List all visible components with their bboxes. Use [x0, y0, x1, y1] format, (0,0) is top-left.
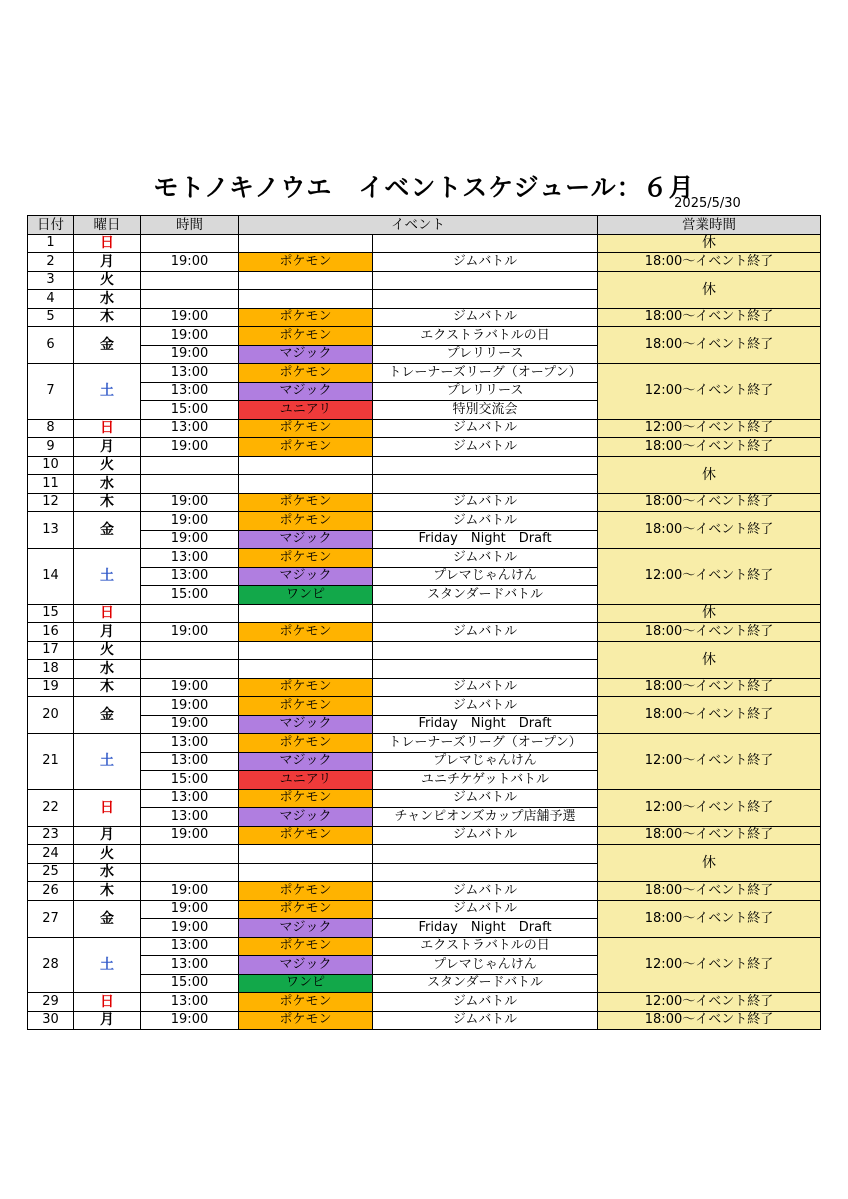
game-badge: ポケモン [239, 549, 373, 568]
table-row [28, 789, 821, 808]
time-cell: 19:00 [141, 493, 239, 512]
day-cell: 1 [28, 234, 74, 253]
weekday-cell: 金 [74, 512, 141, 549]
hours-cell: 18:00～イベント終了 [598, 327, 821, 364]
weekday-cell: 土 [74, 549, 141, 605]
time-cell: 19:00 [141, 512, 239, 531]
game-badge: マジック [239, 382, 373, 401]
event-name-cell: ジムバトル [373, 253, 598, 272]
game-badge: ポケモン [239, 438, 373, 457]
page-title: モトノキノウエ イベントスケジュール：６月 [153, 173, 695, 202]
day-cell: 3 [28, 271, 74, 290]
game-badge: ポケモン [239, 364, 373, 383]
time-cell [141, 475, 239, 494]
time-cell [141, 641, 239, 660]
time-cell [141, 234, 239, 253]
day-cell: 15 [28, 604, 74, 623]
day-cell: 19 [28, 678, 74, 697]
day-cell: 9 [28, 438, 74, 457]
day-cell: 22 [28, 789, 74, 826]
day-cell: 16 [28, 623, 74, 642]
table-row [28, 678, 821, 697]
weekday-cell: 日 [74, 604, 141, 623]
event-name-cell: プレマじゃんけん [373, 567, 598, 586]
event-name-cell: ジムバトル [373, 493, 598, 512]
day-cell: 26 [28, 882, 74, 901]
event-name-cell: ジムバトル [373, 623, 598, 642]
updated-date: 2025/5/30 [674, 196, 741, 211]
weekday-cell: 水 [74, 475, 141, 494]
game-badge: ユニアリ [239, 771, 373, 790]
hours-cell: 休 [598, 271, 821, 308]
time-cell: 19:00 [141, 253, 239, 272]
hours-cell: 休 [598, 641, 821, 678]
event-name-cell: ジムバトル [373, 308, 598, 327]
time-cell [141, 604, 239, 623]
weekday-cell: 金 [74, 900, 141, 937]
game-cell [239, 845, 373, 864]
time-cell: 19:00 [141, 678, 239, 697]
time-cell: 15:00 [141, 401, 239, 420]
game-badge: マジック [239, 567, 373, 586]
game-badge: マジック [239, 956, 373, 975]
event-cell [373, 271, 598, 290]
hours-cell: 12:00～イベント終了 [598, 549, 821, 605]
weekday-cell: 月 [74, 1011, 141, 1030]
game-badge: ユニアリ [239, 401, 373, 420]
weekday-cell: 火 [74, 271, 141, 290]
day-cell: 25 [28, 863, 74, 882]
game-badge: マジック [239, 345, 373, 364]
hours-cell: 18:00～イベント終了 [598, 826, 821, 845]
time-cell: 13:00 [141, 549, 239, 568]
game-cell [239, 863, 373, 882]
event-cell [373, 863, 598, 882]
time-cell: 13:00 [141, 419, 239, 438]
event-name-cell: プレリリース [373, 345, 598, 364]
event-cell [373, 234, 598, 253]
hours-cell: 12:00～イベント終了 [598, 419, 821, 438]
weekday-cell: 土 [74, 937, 141, 993]
hours-cell: 18:00～イベント終了 [598, 1011, 821, 1030]
time-cell: 19:00 [141, 882, 239, 901]
hours-cell: 12:00～イベント終了 [598, 734, 821, 790]
game-badge: ポケモン [239, 882, 373, 901]
weekday-cell: 木 [74, 308, 141, 327]
day-cell: 4 [28, 290, 74, 309]
game-badge: マジック [239, 808, 373, 827]
event-name-cell: ジムバトル [373, 512, 598, 531]
event-name-cell: Friday Night Draft [373, 715, 598, 734]
time-cell: 13:00 [141, 364, 239, 383]
hours-cell: 12:00～イベント終了 [598, 789, 821, 826]
game-badge: ポケモン [239, 993, 373, 1012]
game-badge: ワンピ [239, 586, 373, 605]
hours-cell: 12:00～イベント終了 [598, 993, 821, 1012]
table-row [28, 604, 821, 623]
event-name-cell: ジムバトル [373, 438, 598, 457]
weekday-cell: 月 [74, 623, 141, 642]
event-name-cell: ジムバトル [373, 419, 598, 438]
game-badge: ポケモン [239, 308, 373, 327]
header-hours: 営業時間 [598, 216, 821, 235]
event-cell [373, 456, 598, 475]
time-cell: 13:00 [141, 956, 239, 975]
game-cell [239, 641, 373, 660]
time-cell: 13:00 [141, 567, 239, 586]
day-cell: 2 [28, 253, 74, 272]
event-name-cell: ジムバトル [373, 697, 598, 716]
event-name-cell: ジムバトル [373, 826, 598, 845]
time-cell: 19:00 [141, 530, 239, 549]
weekday-cell: 水 [74, 660, 141, 679]
hours-cell: 休 [598, 845, 821, 882]
table-row [28, 623, 821, 642]
event-name-cell: ジムバトル [373, 993, 598, 1012]
weekday-cell: 月 [74, 253, 141, 272]
weekday-cell: 日 [74, 789, 141, 826]
game-cell [239, 271, 373, 290]
time-cell [141, 290, 239, 309]
event-cell [373, 290, 598, 309]
day-cell: 10 [28, 456, 74, 475]
game-badge: ポケモン [239, 734, 373, 753]
time-cell: 19:00 [141, 623, 239, 642]
table-row [28, 234, 821, 253]
event-name-cell: スタンダードバトル [373, 974, 598, 993]
game-badge: ポケモン [239, 826, 373, 845]
table-row [28, 271, 821, 290]
time-cell: 13:00 [141, 937, 239, 956]
hours-cell: 12:00～イベント終了 [598, 937, 821, 993]
event-name-cell: プレマじゃんけん [373, 752, 598, 771]
day-cell: 18 [28, 660, 74, 679]
time-cell: 19:00 [141, 900, 239, 919]
day-cell: 12 [28, 493, 74, 512]
day-cell: 29 [28, 993, 74, 1012]
day-cell: 21 [28, 734, 74, 790]
day-cell: 5 [28, 308, 74, 327]
time-cell: 19:00 [141, 697, 239, 716]
hours-cell: 18:00～イベント終了 [598, 438, 821, 457]
header-time: 時間 [141, 216, 239, 235]
time-cell: 13:00 [141, 789, 239, 808]
table-header-row [28, 216, 821, 235]
weekday-cell: 木 [74, 493, 141, 512]
weekday-cell: 日 [74, 419, 141, 438]
header-day: 日付 [28, 216, 74, 235]
hours-cell: 12:00～イベント終了 [598, 364, 821, 420]
table-row [28, 993, 821, 1012]
time-cell [141, 660, 239, 679]
time-cell: 15:00 [141, 586, 239, 605]
event-name-cell: ジムバトル [373, 900, 598, 919]
event-cell [373, 604, 598, 623]
table-row [28, 308, 821, 327]
game-badge: ポケモン [239, 512, 373, 531]
event-name-cell: スタンダードバトル [373, 586, 598, 605]
game-cell [239, 660, 373, 679]
time-cell: 19:00 [141, 345, 239, 364]
game-cell [239, 290, 373, 309]
game-cell [239, 456, 373, 475]
weekday-cell: 日 [74, 234, 141, 253]
hours-cell: 18:00～イベント終了 [598, 253, 821, 272]
weekday-cell: 土 [74, 734, 141, 790]
time-cell: 15:00 [141, 771, 239, 790]
day-cell: 7 [28, 364, 74, 420]
time-cell: 19:00 [141, 826, 239, 845]
game-badge: ポケモン [239, 623, 373, 642]
event-cell [373, 475, 598, 494]
event-name-cell: プレリリース [373, 382, 598, 401]
game-badge: ポケモン [239, 678, 373, 697]
day-cell: 24 [28, 845, 74, 864]
weekday-cell: 金 [74, 327, 141, 364]
event-name-cell: チャンピオンズカップ店舗予選 [373, 808, 598, 827]
weekday-cell: 火 [74, 845, 141, 864]
day-cell: 28 [28, 937, 74, 993]
table-row [28, 937, 821, 956]
time-cell: 19:00 [141, 919, 239, 938]
time-cell: 19:00 [141, 715, 239, 734]
table-row [28, 900, 821, 919]
game-badge: ワンピ [239, 974, 373, 993]
hours-cell: 18:00～イベント終了 [598, 697, 821, 734]
table-row [28, 697, 821, 716]
time-cell: 13:00 [141, 993, 239, 1012]
table-row [28, 1011, 821, 1030]
event-name-cell: エクストラバトルの日 [373, 327, 598, 346]
event-name-cell: ジムバトル [373, 789, 598, 808]
table-row [28, 327, 821, 346]
event-name-cell: エクストラバトルの日 [373, 937, 598, 956]
table-row [28, 419, 821, 438]
table-row [28, 253, 821, 272]
day-cell: 8 [28, 419, 74, 438]
game-cell [239, 604, 373, 623]
table-row [28, 641, 821, 660]
day-cell: 27 [28, 900, 74, 937]
table-row [28, 734, 821, 753]
time-cell: 13:00 [141, 382, 239, 401]
hours-cell: 18:00～イベント終了 [598, 623, 821, 642]
table-row [28, 512, 821, 531]
day-cell: 30 [28, 1011, 74, 1030]
game-badge: マジック [239, 919, 373, 938]
weekday-cell: 木 [74, 882, 141, 901]
time-cell: 13:00 [141, 752, 239, 771]
event-name-cell: ジムバトル [373, 678, 598, 697]
event-name-cell: ユニチケゲットバトル [373, 771, 598, 790]
hours-cell: 休 [598, 234, 821, 253]
hours-cell: 18:00～イベント終了 [598, 882, 821, 901]
weekday-cell: 月 [74, 826, 141, 845]
day-cell: 20 [28, 697, 74, 734]
weekday-cell: 火 [74, 641, 141, 660]
event-name-cell: トレーナーズリーグ（オープン） [373, 364, 598, 383]
event-name-cell: 特別交流会 [373, 401, 598, 420]
hours-cell: 18:00～イベント終了 [598, 678, 821, 697]
weekday-cell: 月 [74, 438, 141, 457]
time-cell: 19:00 [141, 1011, 239, 1030]
hours-cell: 18:00～イベント終了 [598, 900, 821, 937]
weekday-cell: 金 [74, 697, 141, 734]
weekday-cell: 水 [74, 290, 141, 309]
time-cell: 19:00 [141, 308, 239, 327]
hours-cell: 18:00～イベント終了 [598, 512, 821, 549]
time-cell: 19:00 [141, 327, 239, 346]
game-cell [239, 475, 373, 494]
game-badge: マジック [239, 752, 373, 771]
hours-cell: 18:00～イベント終了 [598, 493, 821, 512]
game-badge: マジック [239, 715, 373, 734]
event-name-cell: プレマじゃんけん [373, 956, 598, 975]
day-cell: 17 [28, 641, 74, 660]
game-cell [239, 234, 373, 253]
event-schedule-table [27, 215, 821, 1030]
time-cell [141, 456, 239, 475]
day-cell: 23 [28, 826, 74, 845]
event-name-cell: ジムバトル [373, 882, 598, 901]
event-name-cell: ジムバトル [373, 549, 598, 568]
day-cell: 14 [28, 549, 74, 605]
table-row [28, 438, 821, 457]
event-name-cell: Friday Night Draft [373, 530, 598, 549]
weekday-cell: 土 [74, 364, 141, 420]
table-row [28, 456, 821, 475]
table-row [28, 882, 821, 901]
game-badge: ポケモン [239, 493, 373, 512]
table-row [28, 845, 821, 864]
time-cell [141, 845, 239, 864]
time-cell [141, 271, 239, 290]
header-weekday: 曜日 [74, 216, 141, 235]
event-name-cell: ジムバトル [373, 1011, 598, 1030]
table-row [28, 364, 821, 383]
weekday-cell: 火 [74, 456, 141, 475]
game-badge: ポケモン [239, 697, 373, 716]
time-cell: 19:00 [141, 438, 239, 457]
time-cell: 15:00 [141, 974, 239, 993]
day-cell: 6 [28, 327, 74, 364]
hours-cell: 休 [598, 604, 821, 623]
event-cell [373, 660, 598, 679]
table-row [28, 493, 821, 512]
hours-cell: 休 [598, 456, 821, 493]
time-cell: 13:00 [141, 808, 239, 827]
game-badge: ポケモン [239, 253, 373, 272]
weekday-cell: 日 [74, 993, 141, 1012]
day-cell: 13 [28, 512, 74, 549]
table-row [28, 549, 821, 568]
game-badge: ポケモン [239, 327, 373, 346]
event-cell [373, 641, 598, 660]
header-event: イベント [239, 216, 598, 235]
game-badge: ポケモン [239, 937, 373, 956]
hours-cell: 18:00～イベント終了 [598, 308, 821, 327]
game-badge: ポケモン [239, 789, 373, 808]
event-name-cell: トレーナーズリーグ（オープン） [373, 734, 598, 753]
table-row [28, 826, 821, 845]
game-badge: ポケモン [239, 1011, 373, 1030]
event-cell [373, 845, 598, 864]
event-name-cell: Friday Night Draft [373, 919, 598, 938]
game-badge: マジック [239, 530, 373, 549]
time-cell: 13:00 [141, 734, 239, 753]
day-cell: 11 [28, 475, 74, 494]
game-badge: ポケモン [239, 419, 373, 438]
weekday-cell: 水 [74, 863, 141, 882]
weekday-cell: 木 [74, 678, 141, 697]
game-badge: ポケモン [239, 900, 373, 919]
time-cell [141, 863, 239, 882]
